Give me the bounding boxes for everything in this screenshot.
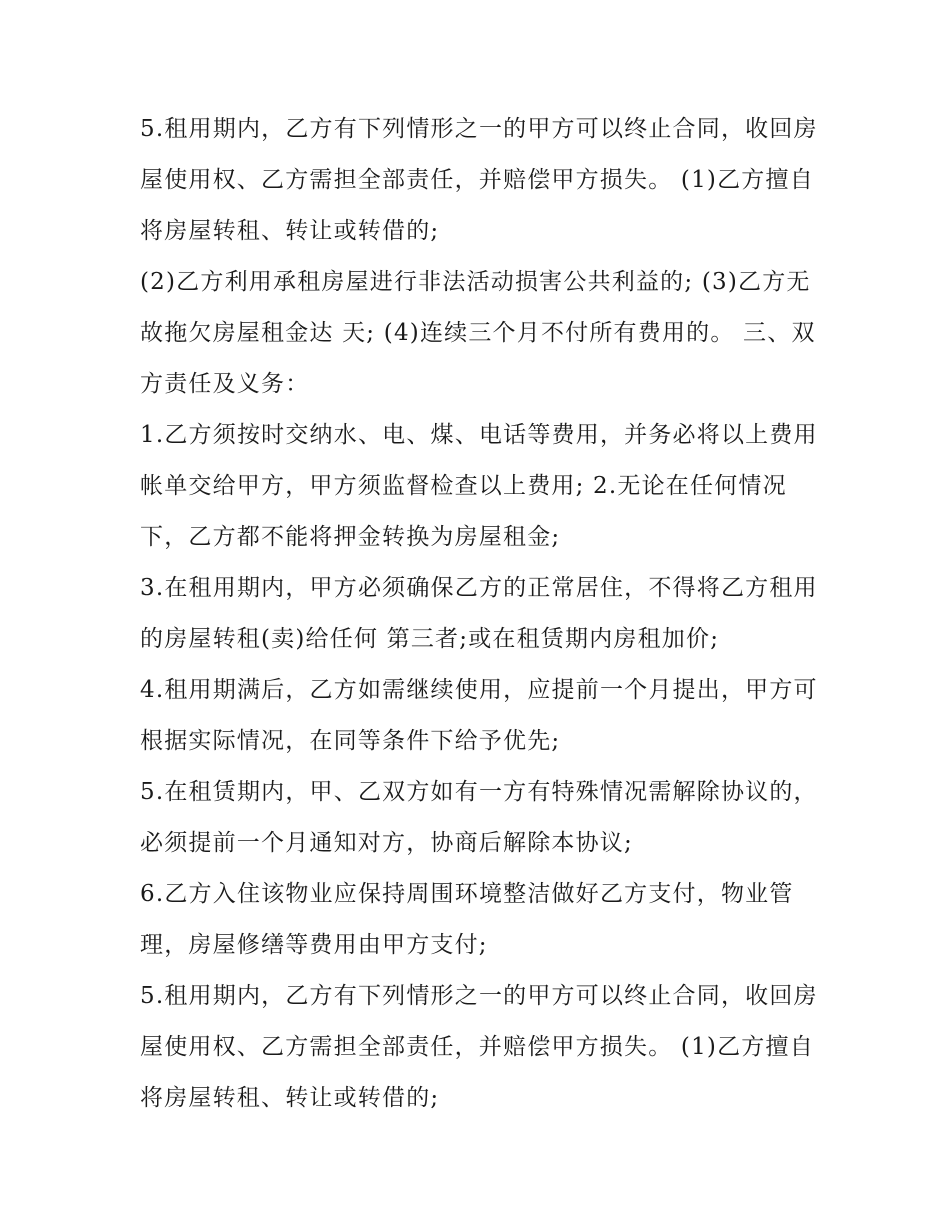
clause-termination-conditions: 5.租用期内，乙方有下列情形之一的甲方可以终止合同，收回房屋使用权、乙方需担全部责任，并赔偿甲方损失。 (1)乙方擅自将房屋转租、转让或转借的; xyxy=(140,116,818,244)
clause-landlord-guarantee: 3.在租用期内，甲方必须确保乙方的正常居住，不得将乙方租用的房屋转租(卖)给任何 第三者;或在租赁期内房租加价; xyxy=(140,575,818,652)
clause-renewal-priority: 4.租用期满后，乙方如需继续使用，应提前一个月提出，甲方可根据实际情况，在同等条件下给予优先; xyxy=(140,677,818,754)
clause-property-management: 6.乙方入住该物业应保持周围环境整洁做好乙方支付，物业管理，房屋修缮等费用由甲方支付; xyxy=(140,881,794,958)
clause-termination-conditions-continued: (2)乙方利用承租房屋进行非法活动损害公共利益的; (3)乙方无故拖欠房屋租金达 天; (4)连续三个月不付所有费用的。 三、双方责任及义务： xyxy=(140,269,816,397)
clause-early-termination: 5.在租赁期内，甲、乙双方如有一方有特殊情况需解除协议的，必须提前一个月通知对方，协商后解除本协议; xyxy=(140,779,818,856)
clause-fees-and-deposit: 1.乙方须按时交纳水、电、煤、电话等费用，并务必将以上费用帐单交给甲方，甲方须监督检查以上费用; 2.无论在任何情况下，乙方都不能将押金转换为房屋租金; xyxy=(140,422,818,550)
document-body xyxy=(140,104,820,1124)
clause-termination-conditions-repeat: 5.租用期内，乙方有下列情形之一的甲方可以终止合同，收回房屋使用权、乙方需担全部责任，并赔偿甲方损失。 (1)乙方擅自将房屋转租、转让或转借的; xyxy=(140,983,818,1111)
